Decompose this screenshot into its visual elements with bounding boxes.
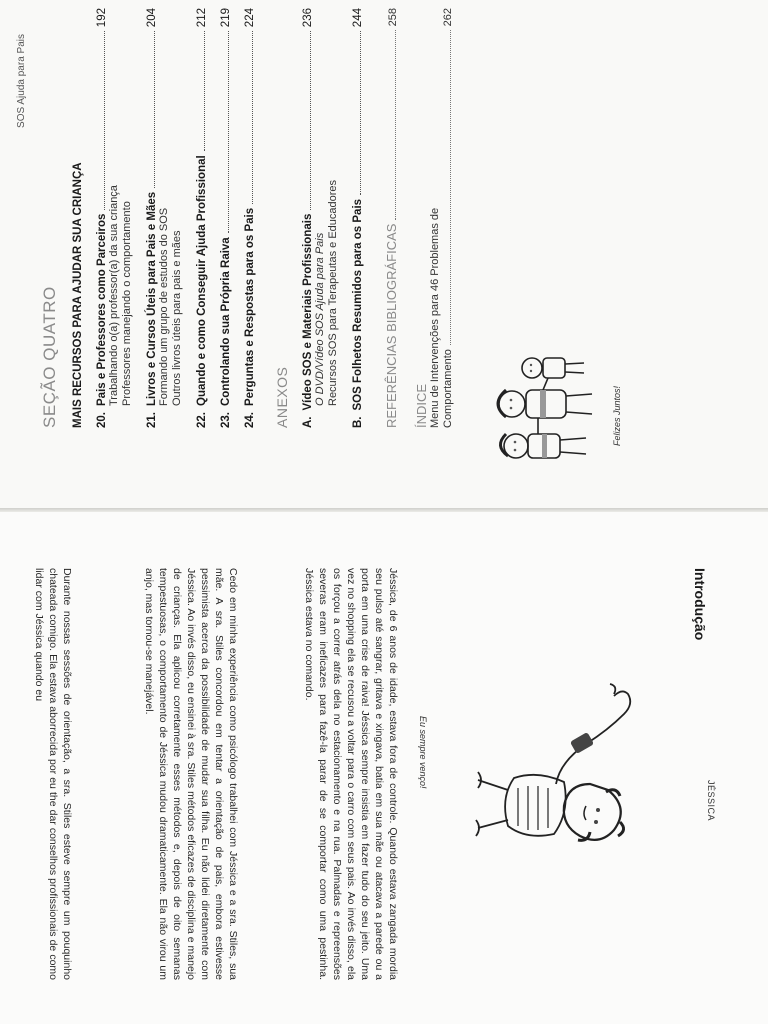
toc-subentry: Trabalhando o(a) professor(a) da sua criança <box>108 185 120 406</box>
indice-line2-text: Comportamento <box>442 349 454 428</box>
indice-line1-text: Menu de Intervenções para 46 Problemas de <box>429 207 441 428</box>
toc-entry <box>302 8 314 428</box>
leader-dots <box>395 30 396 219</box>
leader-dots <box>154 31 155 188</box>
toc-entry <box>352 8 364 428</box>
toc-entry <box>146 8 158 428</box>
indice-line1 <box>429 8 442 428</box>
leader-dots <box>104 31 105 209</box>
intro-title: Introdução <box>692 568 708 641</box>
toc-subentry: Professores manejando o comportamento <box>121 201 133 406</box>
leader-dots <box>228 31 229 233</box>
leader-dots <box>204 31 205 151</box>
character-label: JÉSSICA <box>706 780 716 822</box>
leader-dots <box>252 31 253 204</box>
indice-line2 <box>442 8 455 428</box>
toc-entry-title: Pais e Professores como Parceiros <box>96 213 108 406</box>
indice-page: 262 <box>442 8 454 27</box>
toc-entry-number: 20. <box>96 412 108 428</box>
toc-entry-page: 219 <box>220 8 232 28</box>
toc-block <box>40 8 455 428</box>
intro-paragraph-3: Durante nossas sessões de orientação, a sra. Stiles esteve sempre um pouquinho chateada comigo. Ela estava aborrecida por eu the dar conselhos profissionais de como lidar com Jéssica quando eu <box>33 568 73 980</box>
intro-paragraph-1: Jéssica, de 6 anos de idade, estava fora de controle. Quando estava zangada mordia seu pulso até sangrar, gritava e xingava, batia em sua mãe ou atacava a parede ou a porta em uma crise de raiva! Jéssica sempre insistia em fazer tudo do seu jeito. Uma vez no shopping ela se recusou a voltar para o carro com seus pais. Ao invés disso, ela os forçou a correr atrás dela no estacionamento e na rua. Palmadas e repreensões severas eram ineficazes para fazê-la parar de se comportar como uma pestinha. Jéssica estava no comando. <box>303 568 399 980</box>
toc-entry-title: Vídeo SOS e Materiais Profissionais <box>302 213 314 411</box>
leader-dots <box>310 31 311 209</box>
toc-entry-number: 21. <box>146 412 158 428</box>
toc-entry-title: Livros e Cursos Úteis para Pais e Mães <box>146 191 158 406</box>
toc-entry-page: 236 <box>302 8 314 28</box>
toc-entry <box>196 8 208 428</box>
toc-entry-page: 224 <box>244 8 256 28</box>
toc-subentry: Recursos SOS para Terapeutas e Educadores <box>327 179 339 406</box>
toc-entry-title: Quando e como Conseguir Ajuda Profissional <box>196 155 208 406</box>
toc-entry-title: SOS Folhetos Resumidos para os Pais <box>352 198 364 411</box>
leader-dots <box>450 30 451 345</box>
indice-heading: ÍNDICE <box>414 383 429 428</box>
cartoon-left-caption: Felizes Juntos! <box>612 385 622 446</box>
intro-paragraph-2: Cedo em minha experiência como psicólogo trabalhei com Jéssica e a sra. Stiles, sua mãe. A sra. Stiles concordou em tentar a orientação de pais, embora estivesse pessimista acerca da possibilidade de mudar sua filha. Eu não lidei diretamente com Jéssica. Ao invés disso, eu ensinei à sra. Stiles métodos eficazes de disciplina e manejo de crianças. Ela aplicou corretamente esses métodos e, depois de oito semanas tempestuosas, o comportamento de Jéssica mudou dramaticamente. Ela não virou um anjo, mas tornou-se manejável. <box>143 568 239 980</box>
toc-entry <box>244 8 256 428</box>
toc-entry-page: 244 <box>352 8 364 28</box>
toc-subentry: O DVD/Vídeo SOS Ajuda para Pais <box>314 232 326 406</box>
jessica-cartoon-illustration <box>428 672 648 872</box>
toc-subentry: Formando um grupo de estudos do SOS <box>158 207 170 406</box>
toc-entry-title: Perguntas e Respostas para os Pais <box>244 207 256 406</box>
toc-entry <box>220 8 232 428</box>
running-head: SOS Ajuda para Pais <box>16 34 27 128</box>
toc-entry-page: 212 <box>196 8 208 28</box>
toc-entry-number: 24. <box>244 412 256 428</box>
toc-entry <box>96 8 108 428</box>
cartoon-right-caption: Eu sempre venço! <box>418 716 428 789</box>
section-subtitle: MAIS RECURSOS PARA AJUDAR SUA CRIANÇA <box>72 162 84 428</box>
toc-list <box>96 8 256 428</box>
section-title: SEÇÃO QUATRO <box>40 286 59 428</box>
anexos-heading: ANEXOS <box>274 366 290 428</box>
toc-subentry: Outros livros úteis para pais e mães <box>171 230 183 406</box>
referencias-row <box>384 8 400 428</box>
toc-entry-page: 204 <box>146 8 158 28</box>
right-page <box>0 512 768 1024</box>
toc-entry-number: A. <box>302 416 314 428</box>
toc-entry-number: B. <box>352 416 364 428</box>
family-cartoon-illustration <box>488 336 608 476</box>
toc-entry-number: 23. <box>220 412 232 428</box>
toc-entry-title: Controlando sua Própria Raiva <box>220 237 232 406</box>
leader-dots <box>360 31 361 195</box>
referencias-page: 258 <box>387 8 399 27</box>
toc-entry-number: 22. <box>196 412 208 428</box>
toc-entry-page: 192 <box>96 8 108 28</box>
anexos-list <box>302 8 364 428</box>
referencias-label: REFERÊNCIAS BIBLIOGRÁFICAS <box>384 223 399 428</box>
